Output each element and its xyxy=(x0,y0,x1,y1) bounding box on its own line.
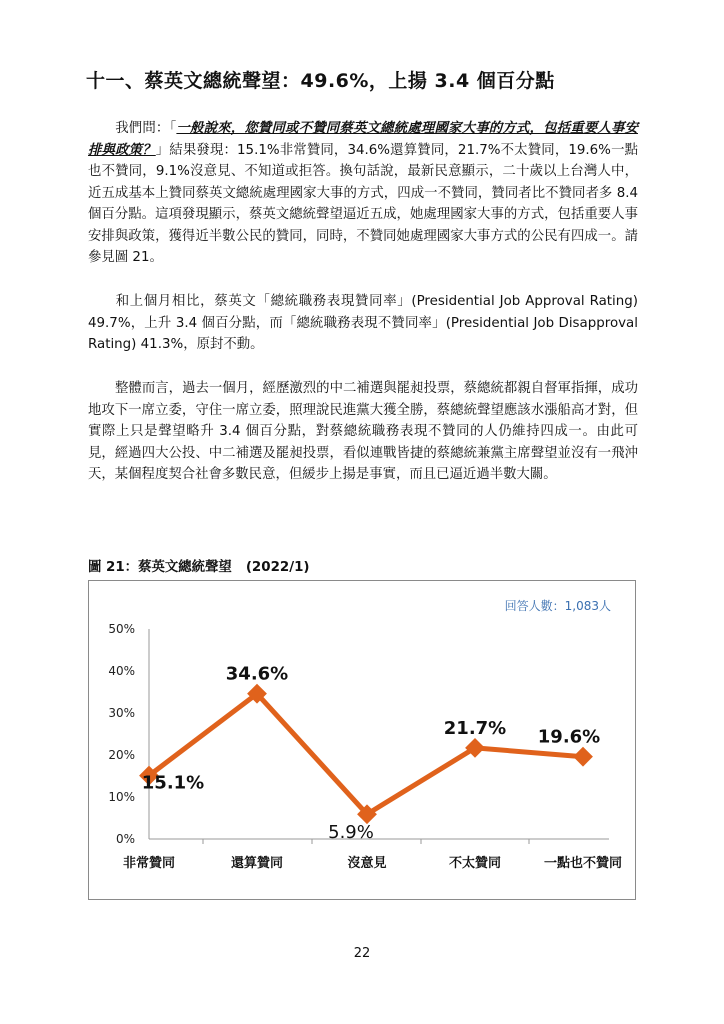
figure-caption xyxy=(88,556,310,575)
figure-date: (2022/1) xyxy=(245,560,310,575)
data-value-label: 15.1% xyxy=(141,772,205,794)
figure-title: 圖 21：蔡英文總統聲望 xyxy=(88,560,232,575)
page-number: 22 xyxy=(353,946,371,961)
data-value-label: 21.7% xyxy=(443,717,507,739)
paragraph-2 xyxy=(88,291,638,356)
approval-chart xyxy=(88,580,636,900)
data-point-marker xyxy=(573,747,593,767)
data-value-label: 34.6% xyxy=(225,663,289,685)
data-value-label: 19.6% xyxy=(537,726,601,748)
paragraph-2-body: 和上個月相比，蔡英文「總統職務表現贊同率」(Presidential Job Approval Rating) 49.7%，上升 3.4 個百分點，而「總統職務表現不贊同率」(Presidential Job Disapproval Rating) 41.3%，原封不動。 xyxy=(88,294,638,352)
paragraph-3 xyxy=(88,378,638,486)
y-tick-label: 50% xyxy=(108,622,135,636)
x-category-label: 非常贊同 xyxy=(122,856,176,871)
y-tick-label: 20% xyxy=(108,748,135,762)
x-category-label: 沒意見 xyxy=(347,856,387,871)
survey-question: 一般說來，您贊同或不贊同蔡英文總統處理國家大事的方式，包括重要人事安排與政策？ xyxy=(88,121,638,158)
section-heading: 十一、蔡英文總統聲望：49.6%，上揚 3.4 個百分點 xyxy=(86,70,555,92)
y-tick-label: 0% xyxy=(115,832,135,846)
x-category-label: 不太贊同 xyxy=(448,856,502,871)
x-category-label: 一點也不贊同 xyxy=(543,856,623,871)
paragraph-1 xyxy=(88,118,638,269)
paragraph-1-body: 」結果發現：15.1%非常贊同，34.6%還算贊同，21.7%不太贊同，19.6%一點也不贊同，9.1%沒意見、不知道或拒答。換句話說，最新民意顯示，二十歲以上台灣人中，近五成基本上贊同蔡英文總統處理國家大事的方式，四成一不贊同，贊同者比不贊同者多 8.4 個百分點。這項發現顯示，蔡英文總統聲望逼近五成，她處理國家大事的方式，包括重要人事安排與政策，獲得近半數公民的贊同，同時，不贊同她處理國家大事方式的公民有四成一。請參見圖 21。 xyxy=(88,142,639,265)
respondent-count-annotation: 回答人數：1,083人 xyxy=(504,599,611,613)
y-tick-label: 30% xyxy=(108,706,135,720)
y-tick-label: 40% xyxy=(108,664,135,678)
x-category-label: 還算贊同 xyxy=(230,856,284,871)
data-value-label: 5.9% xyxy=(328,822,374,844)
paragraph-1-lead: 我們問：「 xyxy=(115,121,177,136)
approval-series-line xyxy=(149,694,583,815)
paragraph-3-body: 整體而言，過去一個月，經歷激烈的中二補選與罷昶投票，蔡總統都親自督軍指揮，成功地攻下一席立委，守住一席立委，照理說民進黨大獲全勝，蔡總統聲望應該水漲船高才對，但實際上只是聲望略升 3.4 個百分點，對蔡總統職務表現不贊同的人仍維持四成一。由此可見，經過四大公投、中二補選及罷昶投票，看似連戰皆捷的蔡總統兼黨主席聲望並沒有一飛沖天，某個程度契合社會多數民意，但緩步上揚是事實，而且已逼近過半數大關。 xyxy=(88,381,638,482)
y-tick-label: 10% xyxy=(108,790,135,804)
chart-svg xyxy=(89,581,637,901)
